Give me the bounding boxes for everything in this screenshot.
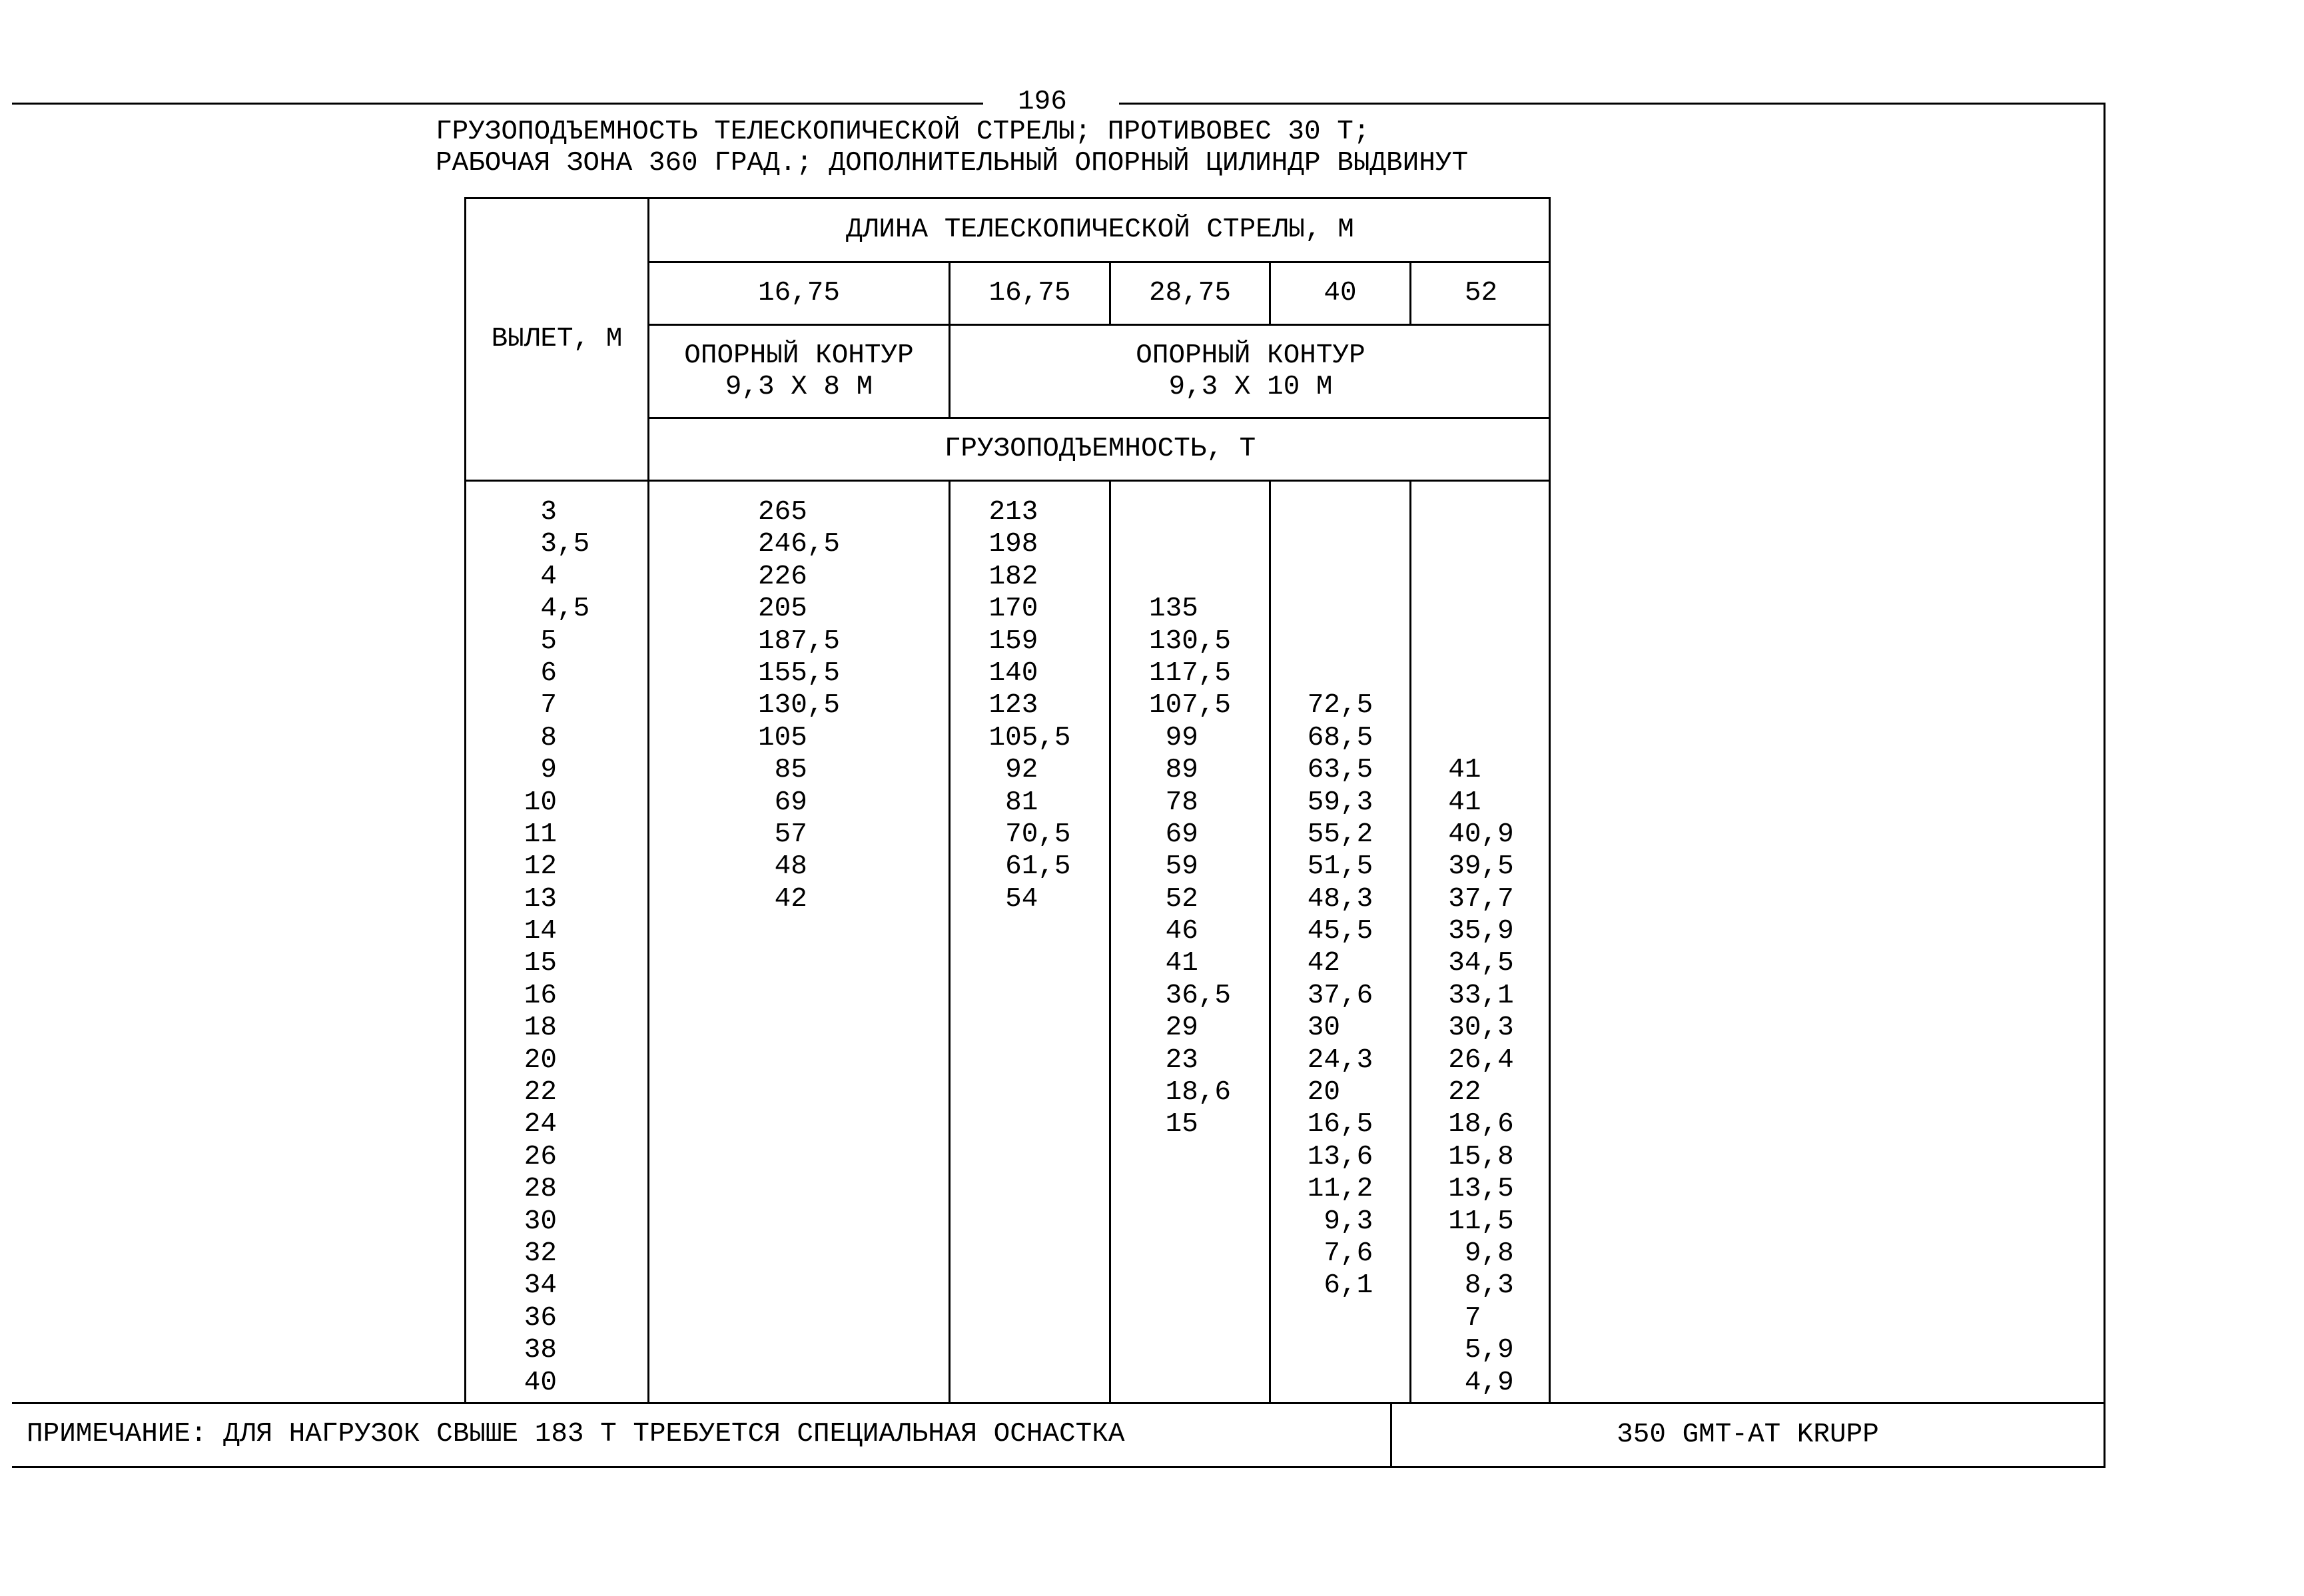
table-cell: [1411, 625, 1551, 657]
table-cell: 54: [988, 883, 1071, 915]
table-cell: 99: [1148, 722, 1232, 753]
table-cell: [951, 1238, 1109, 1270]
table-cell: 26: [524, 1141, 590, 1172]
boom-length-3: 28,75: [1148, 278, 1232, 308]
table-cell: [951, 1334, 1109, 1366]
capacity-column-5: [1411, 496, 1551, 1399]
table-cell: [951, 1367, 1109, 1399]
table-cell: [1111, 1367, 1269, 1399]
table-cell: 38: [524, 1335, 590, 1366]
table-cell: 23: [1148, 1044, 1232, 1076]
table-cell: 42: [1307, 948, 1373, 979]
table-cell: 182: [988, 561, 1071, 592]
table-cell: [1111, 1173, 1269, 1205]
table-cell: 4: [524, 561, 590, 592]
table-cell: [649, 947, 949, 979]
table-cell: 22: [524, 1077, 590, 1108]
capacity-column-4: [1271, 496, 1409, 1399]
boom-length-2: 16,75: [988, 278, 1071, 308]
table-cell: 42: [757, 883, 841, 915]
table-cell: [951, 1044, 1109, 1076]
table-cell: 123: [988, 690, 1071, 721]
table-cell: 15: [1148, 1109, 1232, 1140]
table-cell: 13,6: [1307, 1141, 1373, 1172]
table-cell: [1271, 1367, 1409, 1399]
table-cell: 213: [988, 497, 1071, 528]
outrigger-base-1: [649, 326, 949, 417]
table-cell: 16,5: [1307, 1109, 1373, 1140]
table-cell: 8: [524, 722, 590, 753]
table-cell: 107,5: [1148, 690, 1232, 721]
table-cell: 36,5: [1148, 980, 1232, 1011]
table-cell: 34,5: [1448, 948, 1514, 979]
table-cell: [951, 1173, 1109, 1205]
table-cell: [649, 1173, 949, 1205]
table-cell: 187,5: [757, 625, 841, 657]
table-cell: 4,9: [1448, 1367, 1514, 1398]
table-cell: [1271, 625, 1409, 657]
radius-header: ВЫЛЕТ, М: [491, 324, 623, 354]
table-cell: 48,3: [1307, 883, 1373, 915]
table-cell: 30: [524, 1206, 590, 1237]
table-cell: 81: [988, 787, 1071, 818]
table-cell: [649, 980, 949, 1012]
radius-column: [466, 496, 647, 1399]
table-cell: 51,5: [1307, 851, 1373, 883]
table-cell: [1411, 496, 1551, 528]
table-cell: [951, 1076, 1109, 1108]
table-cell: 105,5: [988, 722, 1071, 753]
table-cell: 18,6: [1448, 1109, 1514, 1140]
table-cell: 37,6: [1307, 980, 1373, 1011]
table-cell: [1111, 1238, 1269, 1270]
table-cell: 15,8: [1448, 1141, 1514, 1172]
table-cell: [951, 1012, 1109, 1044]
top-rule-left: [12, 103, 983, 105]
table-cell: 159: [988, 625, 1071, 657]
footer-note: ПРИМЕЧАНИЕ: ДЛЯ НАГРУЗОК СВЫШЕ 183 Т ТРЕБУЕТСЯ СПЕЦИАЛЬНАЯ ОСНАСТКА: [27, 1419, 1125, 1449]
table-cell: [951, 947, 1109, 979]
table-cell: [1411, 689, 1551, 721]
table-cell: 10: [524, 787, 590, 818]
table-cell: 70,5: [988, 819, 1071, 850]
table-cell: [649, 1141, 949, 1173]
table-cell: 11: [524, 819, 590, 850]
outrigger-base-2-line1: ОПОРНЫЙ КОНТУР: [1136, 340, 1365, 371]
table-cell: 4,5: [524, 594, 590, 625]
table-cell: 29: [1148, 1012, 1232, 1044]
table-cell: [1411, 561, 1551, 593]
table-cell: 61,5: [988, 851, 1071, 883]
table-cell: [1111, 496, 1269, 528]
right-frame-border: [2104, 103, 2106, 1468]
table-cell: 13: [524, 883, 590, 915]
boom-length-1: 16,75: [757, 278, 841, 308]
table-cell: [951, 1206, 1109, 1238]
title-line-2: РАБОЧАЯ ЗОНА 360 ГРАД.; ДОПОЛНИТЕЛЬНЫЙ ОПОРНЫЙ ЦИЛИНДР ВЫДВИНУТ: [436, 148, 1469, 179]
table-cell: 11,2: [1307, 1174, 1373, 1205]
table-cell: 5: [524, 625, 590, 657]
table-cell: 33,1: [1448, 980, 1514, 1011]
table-cell: [649, 1206, 949, 1238]
table-cell: 6,1: [1307, 1270, 1373, 1302]
table-cell: 155,5: [757, 657, 841, 689]
table-cell: [649, 1270, 949, 1302]
table-cell: [951, 980, 1109, 1012]
table-cell: 48: [757, 851, 841, 883]
table-cell: [649, 915, 949, 947]
table-cell: [1111, 1141, 1269, 1173]
table-cell: [951, 915, 1109, 947]
table-cell: [649, 1367, 949, 1399]
footer-model: 350 GMT-AT KRUPP: [1617, 1419, 1879, 1450]
table-cell: 20: [524, 1044, 590, 1076]
table-cell: 41: [1448, 787, 1514, 818]
table-cell: 105: [757, 722, 841, 753]
table-cell: [649, 1012, 949, 1044]
table-cell: 40: [524, 1367, 590, 1398]
table-cell: [649, 1044, 949, 1076]
boom-length-5: 52: [1464, 278, 1498, 308]
table-cell: 5,9: [1448, 1335, 1514, 1366]
table-cell: 9,3: [1307, 1206, 1373, 1237]
table-cell: [649, 1302, 949, 1334]
footer-bottom-rule: [12, 1466, 2106, 1468]
table-cell: 24: [524, 1109, 590, 1140]
table-cell: 8,3: [1448, 1270, 1514, 1302]
table-cell: 41: [1148, 948, 1232, 979]
table-cell: 22: [1448, 1077, 1514, 1108]
table-cell: [1271, 496, 1409, 528]
table-cell: [1411, 593, 1551, 625]
table-cell: 52: [1148, 883, 1232, 915]
table-cell: 89: [1148, 755, 1232, 786]
table-cell: 130,5: [757, 690, 841, 721]
boom-length-4: 40: [1324, 278, 1357, 308]
table-cell: 28: [524, 1174, 590, 1205]
table-cell: 12: [524, 851, 590, 883]
table-cell: [951, 1108, 1109, 1140]
table-cell: 226: [757, 561, 841, 592]
table-cell: [1271, 1334, 1409, 1366]
table-cell: 57: [757, 819, 841, 850]
table-cell: 32: [524, 1238, 590, 1269]
table-cell: 59,3: [1307, 787, 1373, 818]
table-cell: [1271, 561, 1409, 593]
table-cell: [1111, 1302, 1269, 1334]
table-cell: 9,8: [1448, 1238, 1514, 1269]
table-cell: 69: [757, 787, 841, 818]
capacity-column-3: [1111, 496, 1269, 1399]
table-cell: 24,3: [1307, 1044, 1373, 1076]
boom-length-header: ДЛИНА ТЕЛЕСКОПИЧЕСКОЙ СТРЕЛЫ, М: [846, 214, 1354, 245]
table-cell: 7: [524, 690, 590, 721]
table-cell: 246,5: [757, 529, 841, 560]
table-cell: 140: [988, 657, 1071, 689]
table-cell: [1411, 722, 1551, 754]
table-cell: [1271, 528, 1409, 560]
table-cell: 205: [757, 594, 841, 625]
table-cell: [1111, 528, 1269, 560]
table-cell: 15: [524, 948, 590, 979]
table-cell: [951, 1302, 1109, 1334]
table-cell: [951, 1270, 1109, 1302]
table-cell: [1271, 657, 1409, 689]
table-cell: 68,5: [1307, 722, 1373, 753]
table-cell: 18,6: [1148, 1077, 1232, 1108]
table-cell: 30,3: [1448, 1012, 1514, 1044]
table-cell: 59: [1148, 851, 1232, 883]
table-cell: [1111, 561, 1269, 593]
table-cell: 45,5: [1307, 916, 1373, 947]
outrigger-base-2-line2: 9,3 X 10 М: [1168, 371, 1333, 402]
table-cell: 265: [757, 497, 841, 528]
table-cell: 170: [988, 594, 1071, 625]
table-cell: 7,6: [1307, 1238, 1373, 1269]
table-cell: 3,5: [524, 529, 590, 560]
table-cell: 41: [1448, 755, 1514, 786]
table-cell: 55,2: [1307, 819, 1373, 850]
capacity-column-2: [951, 496, 1109, 1399]
table-cell: [1411, 657, 1551, 689]
divider: [464, 480, 1551, 482]
table-cell: 13,5: [1448, 1174, 1514, 1205]
table-cell: 69: [1148, 819, 1232, 850]
table-cell: 35,9: [1448, 916, 1514, 947]
table-cell: [1271, 1302, 1409, 1334]
table-cell: 39,5: [1448, 851, 1514, 883]
table-cell: 46: [1148, 916, 1232, 947]
table-cell: 20: [1307, 1077, 1373, 1108]
table-cell: 72,5: [1307, 690, 1373, 721]
outrigger-base-1-line1: ОПОРНЫЙ КОНТУР: [684, 340, 914, 371]
table-cell: [649, 1108, 949, 1140]
table-cell: 85: [757, 755, 841, 786]
table-cell: 63,5: [1307, 755, 1373, 786]
table-cell: 37,7: [1448, 883, 1514, 915]
table-cell: [649, 1334, 949, 1366]
top-rule-right: [1119, 103, 2106, 105]
table-cell: [1411, 528, 1551, 560]
table-cell: 135: [1148, 594, 1232, 625]
table-cell: 7: [1448, 1302, 1514, 1334]
table-cell: 18: [524, 1012, 590, 1044]
table-cell: 11,5: [1448, 1206, 1514, 1237]
outrigger-base-2: [951, 326, 1551, 417]
table-cell: [951, 1141, 1109, 1173]
outrigger-base-1-line2: 9,3 X 8 М: [725, 371, 873, 402]
page-number: 196: [1018, 87, 1067, 117]
table-cell: 130,5: [1148, 625, 1232, 657]
table-cell: 36: [524, 1302, 590, 1334]
table-cell: 92: [988, 755, 1071, 786]
table-cell: 34: [524, 1270, 590, 1302]
table-cell: 117,5: [1148, 657, 1232, 689]
table-cell: [649, 1238, 949, 1270]
table-cell: [1111, 1334, 1269, 1366]
table-cell: [1271, 593, 1409, 625]
table-cell: 30: [1307, 1012, 1373, 1044]
table-cell: 40,9: [1448, 819, 1514, 850]
table-cell: 3: [524, 497, 590, 528]
capacity-header: ГРУЗОПОДЪЕМНОСТЬ, Т: [944, 434, 1256, 464]
table-cell: [1111, 1270, 1269, 1302]
table-cell: [1111, 1206, 1269, 1238]
table-cell: [649, 1076, 949, 1108]
title-line-1: ГРУЗОПОДЪЕМНОСТЬ ТЕЛЕСКОПИЧЕСКОЙ СТРЕЛЫ; ПРОТИВОВЕС 30 Т;: [436, 117, 1370, 147]
table-cell: 26,4: [1448, 1044, 1514, 1076]
table-cell: 78: [1148, 787, 1232, 818]
table-cell: 14: [524, 916, 590, 947]
capacity-column-1: [649, 496, 949, 1399]
table-cell: 16: [524, 980, 590, 1011]
table-cell: 6: [524, 657, 590, 689]
table-cell: 9: [524, 755, 590, 786]
table-cell: 198: [988, 529, 1071, 560]
